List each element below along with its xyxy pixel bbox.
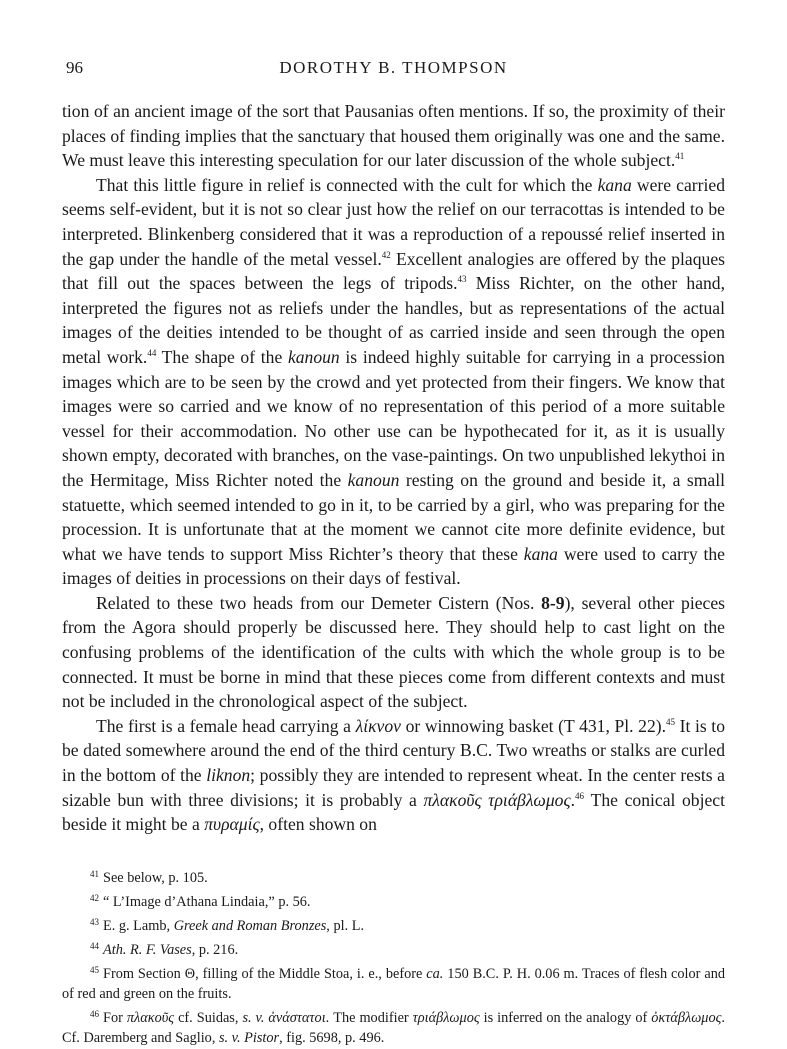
text-run: were used to carry the images of deities in processions on their days of festival. <box>62 543 725 589</box>
footnote-number: 45 <box>90 965 99 976</box>
text-run: λίκνον <box>355 715 401 736</box>
text-run: ὀκτάβλωμος <box>651 1010 722 1027</box>
text-run: cf. Suidas, <box>174 1010 243 1027</box>
footnote-number: 44 <box>90 941 99 952</box>
text-run: πυραμίς <box>204 814 260 835</box>
text-run: For <box>103 1010 127 1027</box>
footnote <box>62 864 725 888</box>
text-run: B.C. <box>459 740 493 761</box>
text-run: tion of an ancient image of the sort that Pausanias often mentions. If so, the proximity of their places of finding implies that the sanctuary that housed them originally was one and the same. We must leave this interesting speculation for our later discussion of the whole subject. <box>62 101 725 171</box>
footnote <box>62 1004 725 1048</box>
text-run: Excellent analogies are offered by the plaques that fill out the spaces between the legs of tripods. <box>62 248 725 294</box>
text-run: 150 <box>443 966 473 983</box>
footnote-number: 42 <box>90 892 99 903</box>
footnote-reference: 41 <box>675 151 685 162</box>
text-run: Two wreaths or stalks are curled in the bottom of the <box>62 740 725 786</box>
text-run: , often shown on <box>259 814 377 835</box>
text-run: ; possibly they are intended to represent wheat. In the center rests a sizable bun with three divisions; it is probably a <box>62 765 725 810</box>
text-run: P. H. 0.06 m. Traces of flesh color and of red and green on the fruits. <box>62 966 725 1003</box>
footnote <box>62 912 725 936</box>
paragraph <box>62 173 725 591</box>
text-run: . The modifier <box>325 1010 413 1027</box>
body-text <box>62 99 725 837</box>
paragraph <box>62 714 725 837</box>
text-run: or winnowing basket (T 431, Pl. 22). <box>400 715 666 736</box>
footnote-reference: 46 <box>575 790 585 801</box>
text-run: is inferred on the analogy of <box>479 1010 652 1027</box>
text-run: Greek and Roman Bronzes <box>173 918 327 934</box>
text-run: The first is a female head carrying a <box>96 715 356 736</box>
text-run: Related to these two heads from our Demeter Cistern (Nos. <box>96 592 542 613</box>
text-run: resting on the ground and beside it, a small statuette, which seemed intended to go in it, to be carried by a girl, who was preparing for the procession. It is unfortunate that at the moment we cannot cite more definite evidence, but what we have tends to support Miss Richter’s theory that these <box>62 469 726 564</box>
text-run: “ L’Image d’Athana Lindaia,” p. 56. <box>103 893 311 910</box>
footnote-number: 41 <box>90 868 99 879</box>
text-run: It is to be dated somewhere around the end of the third century <box>62 715 725 761</box>
text-run: kana <box>523 543 558 564</box>
text-run: . Cf. Daremberg and Saglio, <box>62 1010 725 1047</box>
text-run: , pl. L. <box>326 918 365 934</box>
text-run: 8-9 <box>541 592 565 613</box>
text-run: E. g. Lamb, <box>103 918 174 934</box>
text-run: B.C. <box>472 966 499 983</box>
text-run: s. v. Pistor <box>218 1030 280 1047</box>
text-run: πλακοῦς <box>126 1010 175 1027</box>
text-run: kanoun <box>347 469 400 490</box>
footnote <box>62 888 725 912</box>
text-run: ἀνάστατοι <box>268 1010 326 1027</box>
footnote <box>62 960 725 1004</box>
footnote-number: 46 <box>90 1009 99 1020</box>
text-run: From Section Θ, filling of the Middle Stoa, i. e., before <box>103 966 427 983</box>
text-run: , p. 216. <box>191 942 239 959</box>
text-run: That this little figure in relief is connected with the cult for which the <box>96 174 598 195</box>
footnote-reference: 42 <box>381 249 391 260</box>
page-number: 96 <box>66 58 83 77</box>
footnote-reference: 45 <box>666 716 675 727</box>
text-run: πλακοῦς τριάβλωμος <box>423 789 571 810</box>
running-head: DOROTHY B. THOMPSON <box>279 58 508 77</box>
footnote-reference: 44 <box>147 347 157 358</box>
footnotes <box>62 864 725 1049</box>
text-run: liknon <box>206 765 251 786</box>
text-run: See below, p. 105. <box>103 869 208 886</box>
text-run: , fig. 5698, p. 496. <box>279 1030 385 1047</box>
page-header <box>62 54 725 84</box>
footnote-number: 43 <box>90 917 99 927</box>
paragraph <box>62 591 725 714</box>
text-run: is indeed highly suitable for carrying in a procession images which are to be seen by the crowd and yet protected from their fingers. We know that images were so carried and we know of no representation of this period of a more suitable vessel for their accommodation. No other use can be hypothecated for it, as it is usually shown empty, decorated with branches, on the vase-paintings. On two unpublished lekythoi in the Hermitage, Miss Richter noted the <box>62 346 725 490</box>
text-run: Miss Richter, on the other hand, interpreted the figures not as reliefs under the handles, but as representations of the actual images of the deities intended to be thought of as carried inside and seen through the open metal work. <box>62 273 725 367</box>
text-run: ca. <box>426 966 444 983</box>
document-page <box>62 54 725 1049</box>
text-run: were carried seems self-evident, but it is not so clear just how the relief on our terracottas is intended to be interpreted. Blinkenberg considered that it was a reproduction of a repoussé relief inserted in the gap under the handle of the metal vessel. <box>62 174 726 269</box>
text-run: kana <box>597 174 632 195</box>
footnote-reference: 43 <box>457 274 467 285</box>
footnote <box>62 936 725 960</box>
text-run: s. v. <box>242 1010 265 1027</box>
text-run: The shape of the <box>156 346 288 367</box>
paragraph <box>62 99 725 173</box>
text-run: kanoun <box>287 346 340 367</box>
text-run: Ath. R. F. Vases <box>103 942 192 959</box>
text-run: ), several other pieces from the Agora should properly be discussed here. They should help to cast light on the confusing problems of the identification of the cults with which the whole group is to be connected. It must be borne in mind that these pieces come from different contexts and must not be included in the chronological aspect of the subject. <box>62 592 725 712</box>
text-run: τριάβλωμος <box>412 1010 480 1027</box>
text-run: The conical object beside it might be a <box>62 789 725 835</box>
text-run: . <box>570 789 576 810</box>
